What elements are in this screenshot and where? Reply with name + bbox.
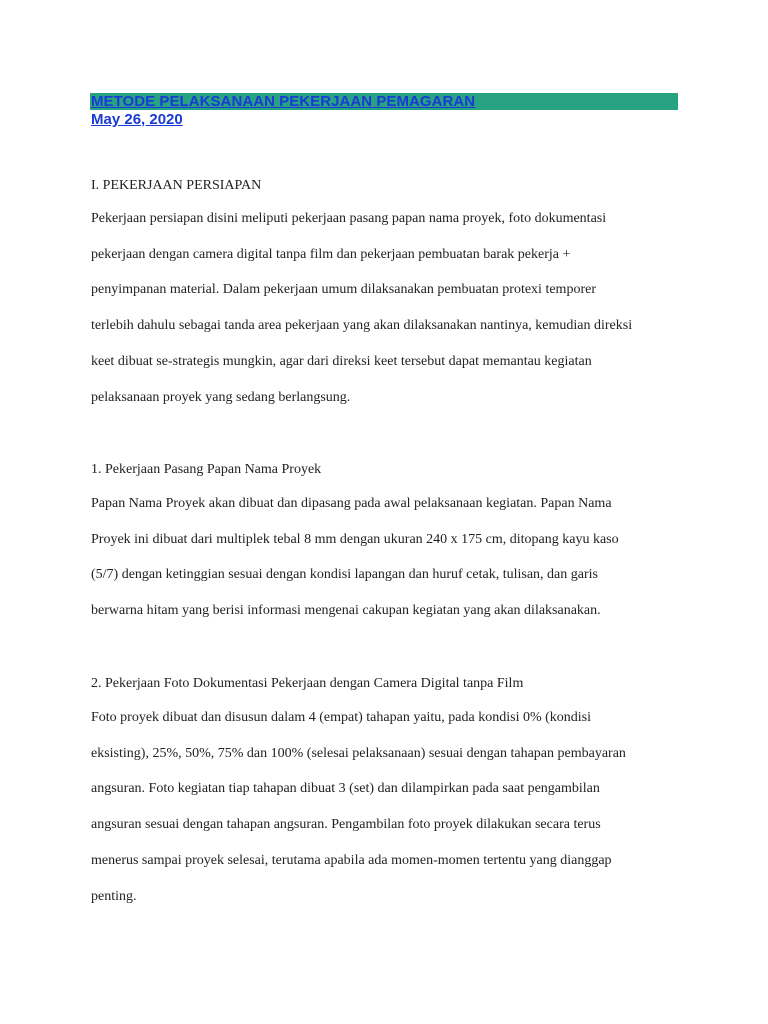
paragraph-line: Papan Nama Proyek akan dibuat dan dipasang pada awal pelaksanaan kegiatan. Papan Nama bbox=[91, 496, 612, 511]
section-heading-papan-nama: 1. Pekerjaan Pasang Papan Nama Proyek bbox=[91, 462, 322, 477]
paragraph-line: pekerjaan dengan camera digital tanpa film dan pekerjaan pembuatan barak pekerja + bbox=[91, 246, 571, 262]
date-link[interactable]: May 26, 2020 bbox=[91, 111, 183, 128]
paragraph-line: Proyek ini dibuat dari multiplek tebal 8 mm dengan ukuran 240 x 175 cm, ditopang kayu kaso bbox=[91, 531, 619, 547]
section-paragraph-foto-dokumentasi bbox=[91, 700, 691, 914]
paragraph-line: (5/7) dengan ketinggian sesuai dengan kondisi lapangan dan huruf cetak, tulisan, dan garis bbox=[91, 567, 598, 583]
paragraph-line: Foto proyek dibuat dan disusun dalam 4 (empat) tahapan yaitu, pada kondisi 0% (kondisi bbox=[91, 710, 592, 725]
paragraph-line: eksisting), 25%, 50%, 75% dan 100% (selesai pelaksanaan) sesuai dengan tahapan pembayaran bbox=[91, 745, 626, 761]
section-paragraph-persiapan bbox=[91, 201, 691, 415]
paragraph-line: penyimpanan material. Dalam pekerjaan umum dilaksanakan pembuatan protexi temporer bbox=[91, 282, 596, 298]
paragraph-line: pelaksanaan proyek yang sedang berlangsung. bbox=[91, 389, 351, 405]
document-title[interactable]: METODE PELAKSANAAN PEKERJAAN PEMAGARAN bbox=[91, 93, 476, 110]
paragraph-line: angsuran. Foto kegiatan tiap tahapan dibuat 3 (set) dan dilampirkan pada saat pengambilan bbox=[91, 781, 600, 797]
paragraph-line: angsuran sesuai dengan tahapan angsuran. Pengambilan foto proyek dilakukan secara terus bbox=[91, 817, 601, 833]
paragraph-line: berwarna hitam yang berisi informasi mengenai cakupan kegiatan yang akan dilaksanakan. bbox=[91, 603, 601, 619]
paragraph-line: menerus sampai proyek selesai, terutama apabila ada momen-momen tertentu yang dianggap bbox=[91, 852, 612, 868]
paragraph-line: keet dibuat se-strategis mungkin, agar dari direksi keet tersebut dapat memantau kegiatan bbox=[91, 353, 592, 369]
paragraph-line: penting. bbox=[91, 888, 137, 904]
paragraph-line: Pekerjaan persiapan disini meliputi pekerjaan pasang papan nama proyek, foto dokumentasi bbox=[91, 211, 607, 226]
section-heading-foto-dokumentasi: 2. Pekerjaan Foto Dokumentasi Pekerjaan dengan Camera Digital tanpa Film bbox=[91, 676, 524, 691]
section-paragraph-papan-nama bbox=[91, 486, 691, 629]
paragraph-line: terlebih dahulu sebagai tanda area pekerjaan yang akan dilaksanakan nantinya, kemudian direksi bbox=[91, 318, 633, 334]
section-heading-persiapan: I. PEKERJAAN PERSIAPAN bbox=[91, 178, 262, 193]
